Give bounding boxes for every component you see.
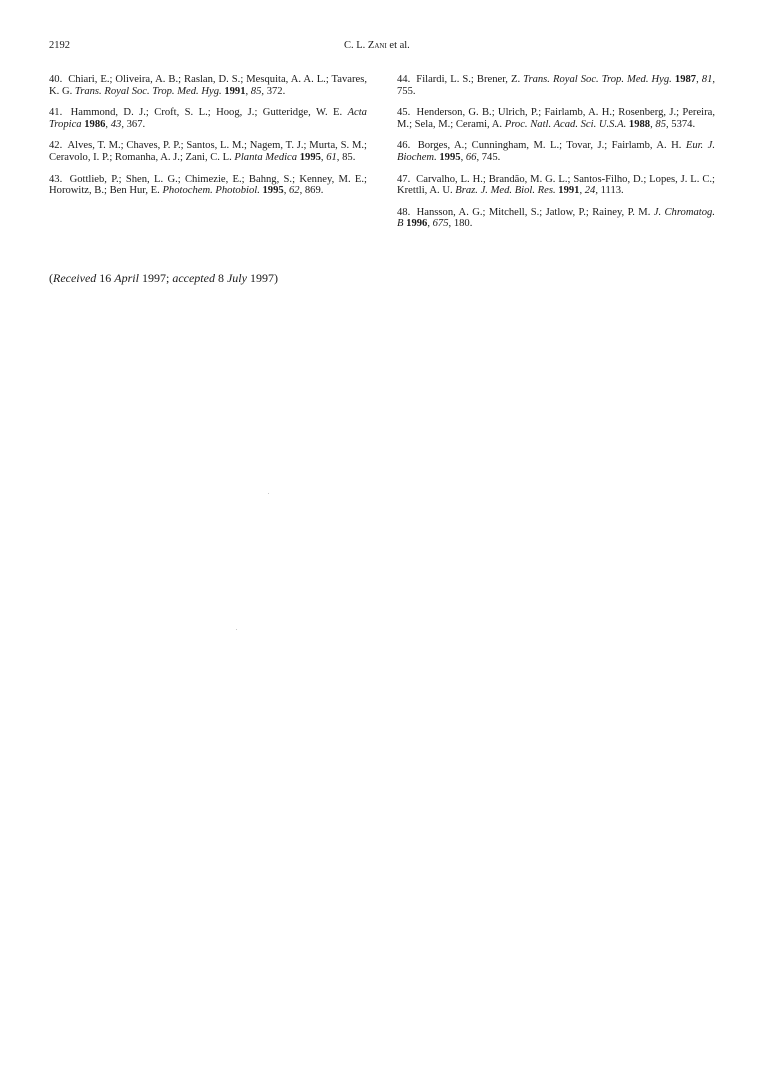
reference-authors: Hammond, D. J.; Croft, S. L.; Hoog, J.; Gutteridge, W. E. <box>70 107 343 119</box>
reference-number: 48. <box>397 206 411 218</box>
reference-journal: J. Chromatog. B <box>397 206 715 230</box>
reference-number: 47. <box>397 173 411 185</box>
accepted-day: 8 <box>217 271 224 285</box>
reference-authors: Alves, T. M.; Chaves, P. P.; Santos, L. M.; Nagem, T. J.; Murta, S. M.; Ceravolo, I. P.; Romanha, A. J.; Zani, C. L. <box>49 140 367 163</box>
running-head-surname: Zani <box>367 40 387 51</box>
running-head-suffix: et al. <box>389 40 410 51</box>
reference-volume: 66 <box>465 151 477 163</box>
reference-authors: Filardi, L. S.; Brener, Z. <box>416 74 521 85</box>
reference-journal: Eur. J. Biochem. <box>397 140 715 163</box>
running-head <box>344 40 410 51</box>
references-right-column <box>397 74 715 240</box>
reference-year: 1995 <box>439 151 461 163</box>
reference-journal: Trans. Royal Soc. Trop. Med. Hyg. <box>74 85 222 97</box>
reference-volume: 61 <box>326 151 337 163</box>
received-open-paren: ( <box>49 271 53 285</box>
reference-item: 48. Hansson, A. G.; Mitchell, S.; Jatlow, P.; Rainey, P. M. J. Chromatog. B 1996, 675, 180. <box>397 206 715 230</box>
reference-volume: 85 <box>250 85 262 97</box>
running-head-initials: C. L. <box>344 40 366 51</box>
reference-journal: Acta Tropica <box>49 107 367 130</box>
reference-pages: 180. <box>453 218 473 230</box>
reference-year: 1988 <box>628 118 651 130</box>
accepted-label: accepted <box>172 271 215 285</box>
reference-item: 47. Carvalho, L. H.; Brandão, M. G. L.; Santos-Filho, D.; Lopes, J. L. C.; Krettli, A. U. Braz. J. Med. Biol. Res. 1991, 24, 1113. <box>397 173 715 197</box>
reference-pages: 85. <box>342 151 356 163</box>
reference-pages: 367. <box>126 118 146 130</box>
reference-item: 41. Hammond, D. J.; Croft, S. L.; Hoog, J.; Gutteridge, W. E. Acta Tropica 1986, 43, 367. <box>49 107 367 130</box>
scan-speck <box>236 629 237 630</box>
reference-year: 1995 <box>299 151 321 163</box>
reference-volume: 62 <box>288 185 300 197</box>
reference-pages: 869. <box>304 185 324 197</box>
reference-number: 41. <box>49 107 63 119</box>
reference-authors: Hansson, A. G.; Mitchell, S.; Jatlow, P.; Rainey, P. M. <box>416 206 651 218</box>
reference-year: 1991 <box>558 185 580 197</box>
reference-pages: 1113. <box>600 185 624 197</box>
reference-journal: Braz. J. Med. Biol. Res. <box>455 185 556 197</box>
page-number: 2192 <box>49 40 70 51</box>
reference-item: 43. Gottlieb, P.; Shen, L. G.; Chimezie, E.; Bahng, S.; Kenney, M. E.; Horowitz, B.; Ben Hur, E. Photochem. Photobiol. 1995, 62, 869. <box>49 173 367 197</box>
reference-authors: Carvalho, L. H.; Brandão, M. G. L.; Santos-Filho, D.; Lopes, J. L. C.; Krettli, A. U. <box>397 173 715 197</box>
reference-item: 45. Henderson, G. B.; Ulrich, P.; Fairlamb, A. H.; Rosenberg, J.; Pereira, M.; Sela, M.; Cerami, A. Proc. Natl. Acad. Sci. U.S.A. 1988, 85, 5374. <box>397 107 715 130</box>
reference-volume: 24 <box>584 185 596 197</box>
reference-item: 46. Borges, A.; Cunningham, M. L.; Tovar, J.; Fairlamb, A. H. Eur. J. Biochem. 1995, 66, 745. <box>397 140 715 163</box>
reference-item: 44. Filardi, L. S.; Brener, Z. Trans. Royal Soc. Trop. Med. Hyg. 1987, 81, 755. <box>397 74 716 97</box>
reference-pages: 745. <box>481 151 501 163</box>
reference-number: 40. <box>49 74 63 85</box>
reference-authors: Borges, A.; Cunningham, M. L.; Tovar, J.; Fairlamb, A. H. <box>417 140 682 152</box>
reference-pages: 755. <box>397 85 416 97</box>
received-label: Received <box>53 271 97 285</box>
reference-authors: Henderson, G. B.; Ulrich, P.; Fairlamb, A. H.; Rosenberg, J.; Pereira, M.; Sela, M.; Cerami, A. <box>397 107 715 130</box>
reference-year: 1987 <box>674 74 697 85</box>
reference-year: 1996 <box>406 218 428 230</box>
reference-item: 42. Alves, T. M.; Chaves, P. P.; Santos, L. M.; Nagem, T. J.; Murta, S. M.; Ceravolo, I. P.; Romanha, A. J.; Zani, C. L. Planta Medica 1995, 61, 85. <box>49 140 367 163</box>
received-day: 16 <box>99 271 112 285</box>
reference-number: 43. <box>49 173 63 185</box>
accepted-year: 1997 <box>249 271 274 285</box>
reference-year: 1986 <box>84 118 106 130</box>
reference-journal: Trans. Royal Soc. Trop. Med. Hyg. <box>523 74 672 85</box>
reference-journal: Planta Medica <box>234 151 298 163</box>
reference-number: 45. <box>397 107 411 119</box>
reference-number: 42. <box>49 140 63 152</box>
scan-speck <box>268 493 269 494</box>
page-header <box>49 40 719 54</box>
reference-pages: 372. <box>266 85 286 97</box>
reference-pages: 5374. <box>671 118 696 130</box>
reference-authors: Gottlieb, P.; Shen, L. G.; Chimezie, E.; Bahng, S.; Kenney, M. E.; Horowitz, B.; Ben Hur, E. <box>49 173 367 197</box>
reference-journal: Proc. Natl. Acad. Sci. U.S.A. <box>504 118 627 130</box>
received-close-paren: ) <box>273 271 278 285</box>
reference-volume: 85 <box>655 118 666 130</box>
reference-number: 44. <box>397 74 411 85</box>
reference-item: 40. Chiari, E.; Oliveira, A. B.; Raslan, D. S.; Mesquita, A. A. L.; Tavares, K. G. Trans. Royal Soc. Trop. Med. Hyg. 1991, 85, 372. <box>49 74 367 97</box>
received-month: April <box>114 271 139 285</box>
reference-journal: Photochem. Photobiol. <box>162 185 260 197</box>
reference-number: 46. <box>397 140 411 152</box>
reference-authors: Chiari, E.; Oliveira, A. B.; Raslan, D. S.; Mesquita, A. A. L.; Tavares, K. G. <box>49 74 367 97</box>
received-year: 1997; <box>141 271 170 285</box>
reference-volume: 43 <box>110 118 122 130</box>
reference-year: 1995 <box>262 185 284 197</box>
reference-volume: 675 <box>432 218 449 230</box>
accepted-month: July <box>226 271 247 285</box>
references-left-column <box>49 74 367 207</box>
reference-volume: 81 <box>701 74 713 85</box>
received-accepted-note <box>49 271 278 285</box>
reference-year: 1991 <box>224 85 246 97</box>
